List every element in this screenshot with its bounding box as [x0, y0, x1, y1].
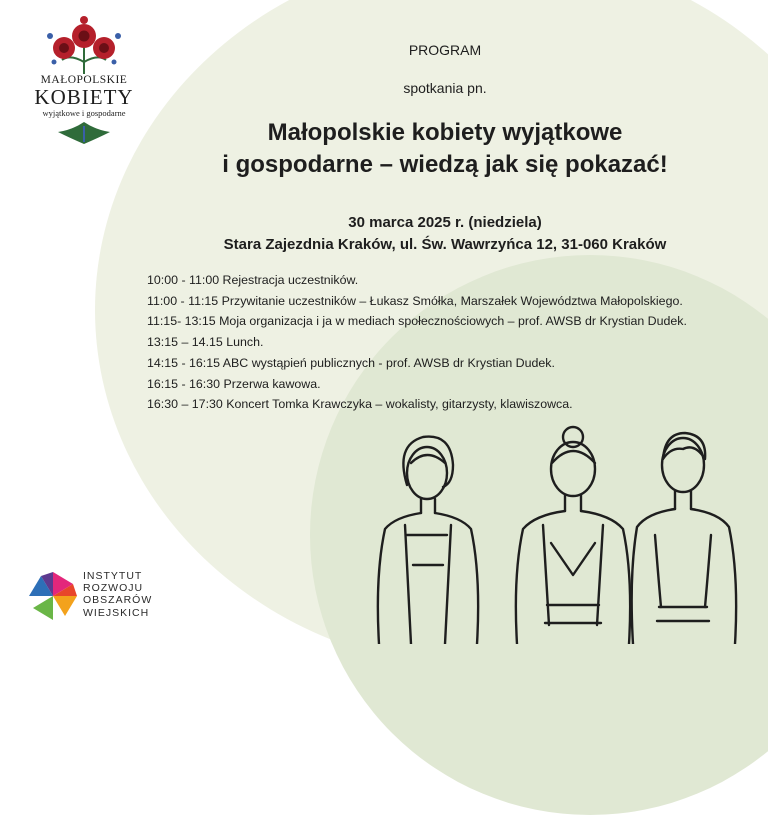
agenda-item: 13:15 – 14.15 Lunch. — [147, 335, 264, 350]
irwir-line: INSTYTUT — [83, 570, 143, 582]
agenda-item: 10:00 - 11:00 Rejestracja uczestników. — [147, 273, 359, 287]
pinwheel-icon — [27, 570, 79, 622]
program-label: PROGRAM — [408, 42, 482, 58]
woman-figure-middle — [516, 427, 630, 644]
event-place: Stara Zajezdnia Kraków, ul. Św. Wawrzyńca 12, 31-060 Kraków — [223, 236, 667, 253]
agenda-item: 11:00 - 11:15 Przywitanie uczestników – Łukasz Smółka, Marszałek Województwa Małopolskiego. — [147, 293, 683, 308]
three-women-illustration — [355, 425, 745, 644]
event-title-line2: i gospodarne – wiedzą jak się pokazać! — [222, 151, 668, 178]
agenda-item: 16:30 – 17:30 Koncert Tomka Krawczyka – wokalisty, gitarzysty, klawiszowca. — [147, 397, 573, 412]
irwir-text — [83, 570, 152, 619]
woman-figure-right — [632, 433, 736, 644]
logo-text-tagline: wyjątkowe i gospodarne — [42, 108, 126, 118]
irwir-logo — [27, 566, 167, 626]
woman-figure-left — [378, 437, 478, 644]
agenda-item: 11:15- 13:15 Moja organizacja i ja w mediach społecznościowych – prof. AWSB dr Krystian Dudek. — [147, 314, 687, 329]
meeting-label: spotkania pn. — [403, 80, 487, 96]
logo-text-kobiety: KOBIETY — [34, 85, 134, 109]
irwir-line: WIEJSKICH — [83, 606, 150, 619]
agenda-item: 16:15 - 16:30 Przerwa kawowa. — [147, 376, 321, 391]
event-date-place — [90, 212, 768, 256]
event-date: 30 marca 2025 r. (niedziela) — [348, 214, 542, 231]
event-title-line1: Małopolskie kobiety wyjątkowe — [267, 119, 623, 146]
agenda-list — [147, 270, 687, 415]
irwir-line: ROZWOJU — [83, 582, 144, 595]
irwir-line: OBSZARÓW — [83, 594, 153, 607]
logo-text-malopolskie: MAŁOPOLSKIE — [40, 74, 128, 86]
agenda-item: 14:15 - 16:15 ABC wystąpień publicznych - prof. AWSB dr Krystian Dudek. — [147, 355, 555, 370]
event-title — [90, 117, 768, 181]
